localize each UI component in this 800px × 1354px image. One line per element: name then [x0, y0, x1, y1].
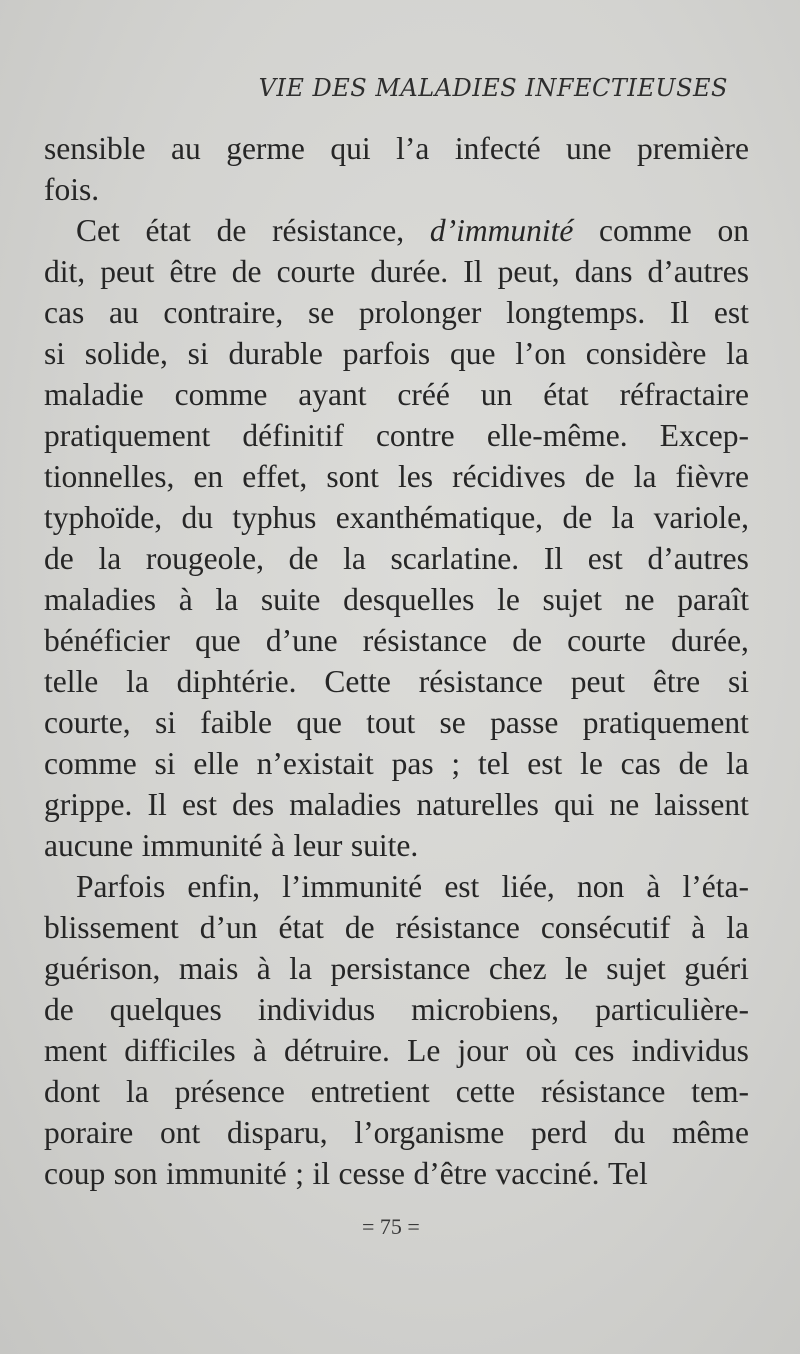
text-line: coup son immunité ; il cesse d’être vacciné. Tel — [44, 1156, 648, 1191]
paragraph — [44, 210, 749, 866]
text-line: poraire ont disparu, l’organisme perd du même — [44, 1115, 749, 1150]
text-line: guérison, mais à la persistance chez le sujet guéri — [44, 951, 749, 986]
paragraph — [44, 128, 749, 210]
text-line: aucune immunité à leur suite. — [44, 828, 419, 863]
text-line: Cet état de résistance, d’immunité comme on — [76, 213, 749, 248]
running-head: VIE DES MALADIES INFECTIEUSES — [258, 74, 728, 102]
text-line: tionnelles, en effet, sont les récidives de la fièvre — [44, 459, 749, 494]
text-line: maladies à la suite desquelles le sujet ne paraît — [44, 582, 749, 617]
text-line: de la rougeole, de la scarlatine. Il est d’autres — [44, 541, 749, 576]
text-line: bénéficier que d’une résistance de courte durée, — [44, 623, 749, 658]
text-line: pratiquement définitif contre elle-même. Excep- — [44, 418, 749, 453]
text-line: ment difficiles à détruire. Le jour où ces individus — [44, 1033, 749, 1068]
text-line: cas au contraire, se prolonger longtemps. Il est — [44, 295, 749, 330]
paragraph — [44, 866, 749, 1194]
text-line: blissement d’un état de résistance consécutif à la — [44, 910, 749, 945]
text-line: dit, peut être de courte durée. Il peut, dans d’autres — [44, 254, 749, 289]
body-text — [44, 128, 749, 1194]
text-line: de quelques individus microbiens, particulière- — [44, 992, 749, 1027]
text-line: fois. — [44, 172, 100, 207]
text-line: Parfois enfin, l’immunité est liée, non à l’éta- — [76, 869, 749, 904]
page-number: = 75 = — [362, 1214, 420, 1239]
text-line: grippe. Il est des maladies naturelles qui ne laissent — [44, 787, 749, 822]
text-line: typhoïde, du typhus exanthématique, de la variole, — [44, 500, 749, 535]
text-line: telle la diphtérie. Cette résistance peut être si — [44, 664, 749, 699]
text-line: courte, si faible que tout se passe pratiquement — [44, 705, 749, 740]
text-line: maladie comme ayant créé un état réfractaire — [44, 377, 749, 412]
text-line: sensible au germe qui l’a infecté une première — [44, 131, 749, 166]
text-line: dont la présence entretient cette résistance tem- — [44, 1074, 749, 1109]
text-line: si solide, si durable parfois que l’on considère la — [44, 336, 749, 371]
text-line: comme si elle n’existait pas ; tel est le cas de la — [44, 746, 749, 781]
